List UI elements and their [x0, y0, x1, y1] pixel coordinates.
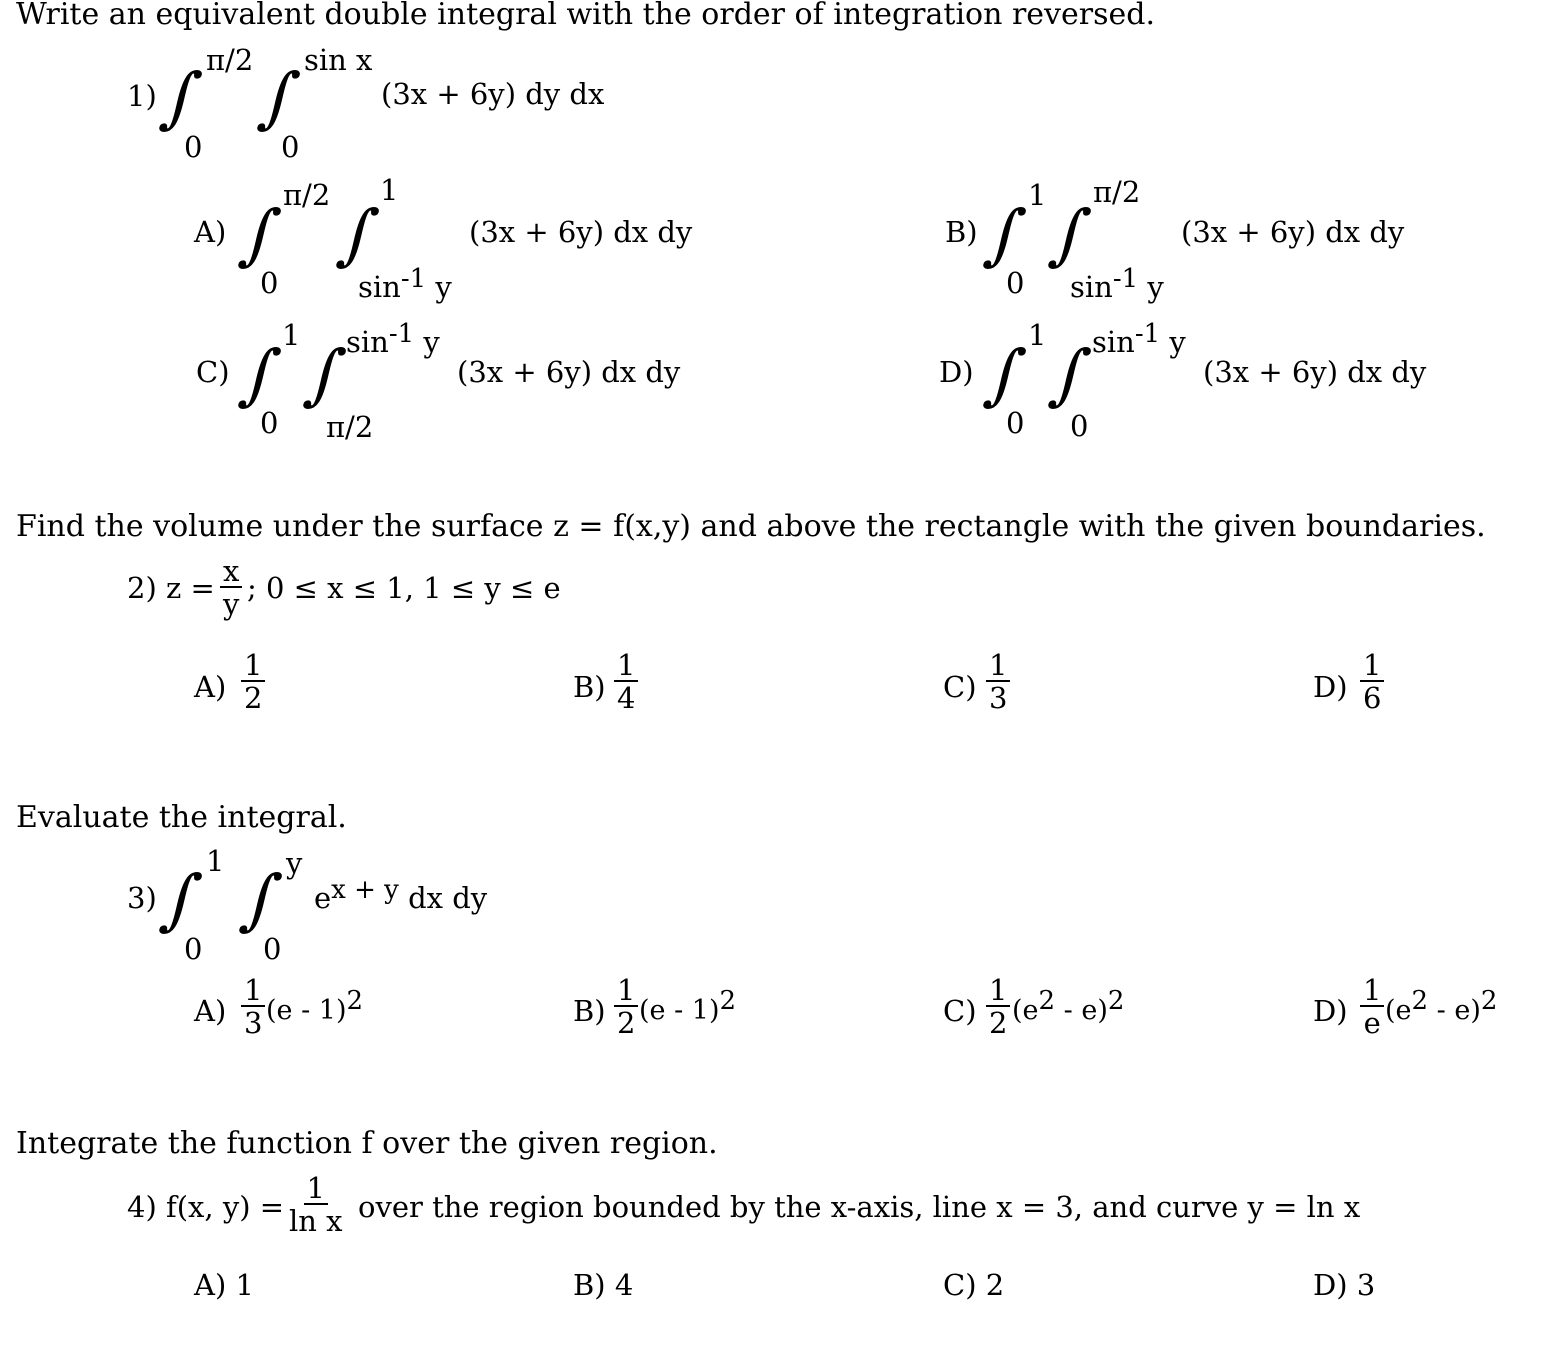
option-label: D) [939, 355, 974, 389]
expression: (e - 1)$^2$ [639, 986, 737, 1026]
option-label: B) [945, 215, 978, 249]
numerator: x [220, 556, 242, 588]
q1-header: Write an equivalent double integral with the order of integration reversed. [16, 0, 1155, 32]
outer-lower: 0 [1006, 406, 1025, 440]
q1-inner-lower: 0 [281, 130, 300, 164]
denominator: 2 [244, 681, 263, 715]
fraction [241, 975, 265, 1039]
option-label: C) [943, 670, 977, 704]
inner-lower: $\sin^{-1} y$ [1070, 264, 1164, 304]
numerator: 1 [614, 975, 638, 1007]
fraction [986, 650, 1010, 714]
fraction [986, 975, 1010, 1039]
denominator: 3 [989, 681, 1008, 715]
q3-inner-upper: y [286, 846, 303, 880]
q4-option-c[interactable]: C) 2 [943, 1268, 1005, 1302]
fraction [1360, 975, 1384, 1039]
outer-lower: 0 [260, 266, 279, 300]
inner-lower: π/2 [326, 410, 374, 444]
numerator: 1 [241, 650, 265, 682]
option-label: D) [1313, 670, 1348, 704]
denominator: 2 [989, 1006, 1008, 1040]
fraction [241, 650, 265, 714]
q3-number: 3) [127, 881, 157, 915]
integral-sign: ∫ [1044, 336, 1096, 413]
q2-number: 2) [127, 571, 157, 605]
numerator: 1 [986, 975, 1010, 1007]
integral-sign: ∫ [234, 336, 286, 413]
numerator: 1 [241, 975, 265, 1007]
numerator: 1 [986, 650, 1010, 682]
q2-conditions: ; 0 ≤ x ≤ 1, 1 ≤ y ≤ e [247, 571, 561, 605]
denominator: 3 [244, 1006, 263, 1040]
expression: (e - 1)$^2$ [266, 986, 364, 1026]
integral-sign: ∫ [234, 196, 286, 273]
option-label: B) [573, 670, 606, 704]
denominator: 4 [617, 681, 636, 715]
fraction [1360, 650, 1384, 714]
q1-outer-lower: 0 [184, 130, 203, 164]
option-label: A) [194, 670, 227, 704]
inner-upper: π/2 [1093, 175, 1141, 209]
q4-option-a[interactable]: A) 1 [194, 1268, 254, 1302]
expression: $(e^2 - e)^2$ [1012, 986, 1125, 1026]
inner-lower: $\sin^{-1} y$ [358, 264, 452, 304]
q2-header: Find the volume under the surface z = f(x,y) and above the rectangle with the given boundaries. [16, 509, 1486, 544]
q2-lhs: z = [166, 571, 215, 605]
q3-outer-lower: 0 [184, 932, 203, 966]
denominator: 6 [1363, 681, 1382, 715]
integral-sign: ∫ [979, 196, 1031, 273]
integral-sign: ∫ [235, 861, 287, 938]
q1-number: 1) [127, 79, 157, 113]
outer-upper: 1 [282, 318, 301, 352]
integral-sign: ∫ [1044, 196, 1096, 273]
outer-upper: 1 [1028, 318, 1047, 352]
denominator: ln x [289, 1204, 343, 1238]
integral-sign: ∫ [253, 59, 305, 136]
expression: $(e^2 - e)^2$ [1385, 986, 1498, 1026]
q1-outer-upper: π/2 [206, 43, 254, 77]
inner-upper: $\sin^{-1} y$ [346, 319, 440, 359]
inner-upper: 1 [380, 173, 399, 207]
option-label: C) [943, 994, 977, 1028]
numerator: 1 [1360, 975, 1384, 1007]
q3-outer-upper: 1 [206, 844, 225, 878]
q4-region-description: over the region bounded by the x-axis, line x = 3, and curve y = ln x [358, 1190, 1361, 1224]
q3-inner-lower: 0 [263, 932, 282, 966]
option-label: A) [194, 994, 227, 1028]
inner-lower: 0 [1070, 409, 1089, 443]
denominator: 2 [617, 1006, 636, 1040]
numerator: 1 [304, 1173, 328, 1205]
integral-sign: ∫ [155, 861, 207, 938]
q4-lhs: f(x, y) = [166, 1190, 285, 1224]
q4-number: 4) [127, 1190, 157, 1224]
q4-option-b[interactable]: B) 4 [573, 1268, 634, 1302]
fraction [614, 650, 638, 714]
numerator: 1 [614, 650, 638, 682]
integral-sign: ∫ [299, 336, 351, 413]
denominator: e [1363, 1006, 1381, 1040]
numerator: 1 [1360, 650, 1384, 682]
q3-integrand: $e^{x + y}$ dx dy [314, 875, 488, 915]
q3-header: Evaluate the integral. [16, 800, 347, 835]
option-label: B) [573, 994, 606, 1028]
q4-option-d[interactable]: D) 3 [1313, 1268, 1376, 1302]
q1-integrand: (3x + 6y) dy dx [381, 77, 605, 111]
denominator: y [222, 587, 240, 621]
inner-upper: $\sin^{-1} y$ [1092, 319, 1186, 359]
q2-fraction [220, 556, 242, 620]
integral-sign: ∫ [332, 196, 384, 273]
q4-header: Integrate the function f over the given region. [16, 1126, 718, 1161]
integrand: (3x + 6y) dx dy [1203, 355, 1427, 389]
outer-upper: π/2 [283, 178, 331, 212]
integral-sign: ∫ [155, 59, 207, 136]
outer-upper: 1 [1028, 178, 1047, 212]
integrand: (3x + 6y) dx dy [1181, 215, 1405, 249]
integral-sign: ∫ [979, 336, 1031, 413]
option-label: C) [196, 355, 230, 389]
fraction [614, 975, 638, 1039]
option-label: D) [1313, 994, 1348, 1028]
integrand: (3x + 6y) dx dy [457, 355, 681, 389]
q4-fraction [289, 1173, 343, 1237]
q1-inner-upper: sin x [304, 43, 373, 77]
option-label: A) [194, 215, 227, 249]
outer-lower: 0 [260, 406, 279, 440]
outer-lower: 0 [1006, 266, 1025, 300]
integrand: (3x + 6y) dx dy [469, 215, 693, 249]
